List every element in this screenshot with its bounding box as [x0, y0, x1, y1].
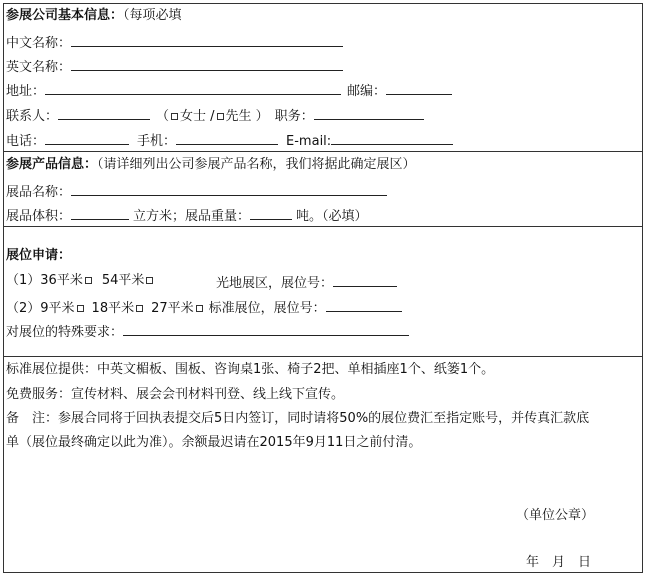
booth-18-checkbox[interactable]: [136, 305, 143, 312]
special-request-field[interactable]: [123, 321, 409, 336]
section-divider-1: [4, 151, 642, 152]
position-label: 职务：: [274, 109, 314, 124]
cn-name-field[interactable]: [71, 32, 343, 47]
booth-27-checkbox[interactable]: [196, 305, 203, 312]
female-checkbox[interactable]: [171, 113, 178, 120]
product-name-field[interactable]: [71, 181, 387, 196]
booth-27-label: 27平米: [151, 301, 194, 316]
free-service-note: 免费服务：宣传材料、展会会刊材料刊登、线上线下宣传。: [6, 387, 345, 402]
cn-name-label: 中文名称：: [6, 36, 72, 51]
booth-9-checkbox[interactable]: [77, 305, 84, 312]
en-name-label: 英文名称：: [6, 60, 72, 75]
female-label: 女士 /: [180, 109, 215, 124]
date-label: 年 月 日: [526, 555, 592, 570]
mobile-label: 手机：: [137, 134, 177, 149]
raw-space-row: [216, 272, 397, 290]
weight-field[interactable]: [250, 205, 292, 220]
address-label: 地址：: [6, 84, 46, 99]
booth-row-1: [6, 272, 155, 290]
remark-line-1: 备 注：参展合同将于回执表提交后5日内签订，同时请将50%的展位费汇至指定账号，并传真汇款底: [6, 411, 590, 426]
male-checkbox[interactable]: [217, 113, 224, 120]
company-section-title: 参展公司基本信息：: [6, 8, 124, 23]
contact-field[interactable]: [58, 105, 150, 120]
product-section-note: （请详细列出公司参展产品名称，我们将据此确定展区）: [97, 157, 416, 172]
raw-space-booth-field[interactable]: [333, 272, 397, 287]
product-section-heading: [6, 156, 416, 174]
email-field[interactable]: [331, 130, 453, 145]
booth-36-label: （1）36平米: [6, 273, 83, 288]
postcode-label: 邮编：: [347, 84, 387, 99]
special-request-label: 对展位的特殊要求：: [6, 325, 124, 340]
address-row: [6, 80, 452, 98]
male-label: 先生 ）: [225, 109, 269, 124]
booth-9-label: （2）9平米: [6, 301, 75, 316]
volume-label: 展品体积：: [6, 209, 72, 224]
contact-row: [6, 105, 424, 123]
section-divider-3: [4, 356, 642, 357]
gender-open: （: [156, 109, 170, 124]
booth-36-checkbox[interactable]: [85, 277, 92, 284]
product-volume-row: [6, 205, 368, 223]
weight-unit-label: 吨。（必填）: [296, 209, 368, 224]
phone-row: [6, 130, 453, 148]
volume-unit-label: 立方米；展品重量：: [133, 209, 251, 224]
product-name-row: [6, 181, 387, 199]
cn-name-row: [6, 32, 343, 50]
section-divider-2: [4, 226, 642, 227]
product-section-title: 参展产品信息：: [6, 157, 98, 172]
phone-label: 电话：: [6, 134, 46, 149]
special-request-row: [6, 321, 409, 339]
standard-booth-label: 标准展位，展位号：: [208, 301, 326, 316]
booth-54-label: 54平米: [101, 273, 145, 288]
company-section-note: （每项必填: [123, 8, 182, 23]
volume-field[interactable]: [71, 205, 129, 220]
company-seal-label: （单位公章）: [516, 508, 595, 523]
raw-space-label: 光地展区，展位号：: [216, 276, 334, 291]
phone-field[interactable]: [45, 130, 129, 145]
mobile-field[interactable]: [176, 130, 278, 145]
remark-line-2: 单（展位最终确定以此为准）。余额最迟请在2015年9月11日之前付清。: [6, 435, 422, 450]
contact-label: 联系人：: [6, 109, 59, 124]
address-field[interactable]: [45, 80, 341, 95]
position-field[interactable]: [314, 105, 424, 120]
booth-section-title: 展位申请：: [6, 248, 72, 263]
standard-booth-field[interactable]: [326, 297, 402, 312]
booth-row-2: [6, 297, 402, 315]
standard-booth-note: 标准展位提供：中英文楣板、围板、咨询桌1张、椅子2把、单相插座1个、纸篓1个。: [6, 362, 495, 377]
en-name-field[interactable]: [71, 56, 343, 71]
booth-54-checkbox[interactable]: [146, 277, 153, 284]
en-name-row: [6, 56, 343, 74]
company-section-heading: [6, 7, 182, 25]
postcode-field[interactable]: [386, 80, 452, 95]
exhibitor-form: [3, 3, 643, 573]
product-name-label: 展品名称：: [6, 185, 72, 200]
email-label: E-mail:: [286, 134, 332, 149]
booth-18-label: 18平米: [91, 301, 135, 316]
